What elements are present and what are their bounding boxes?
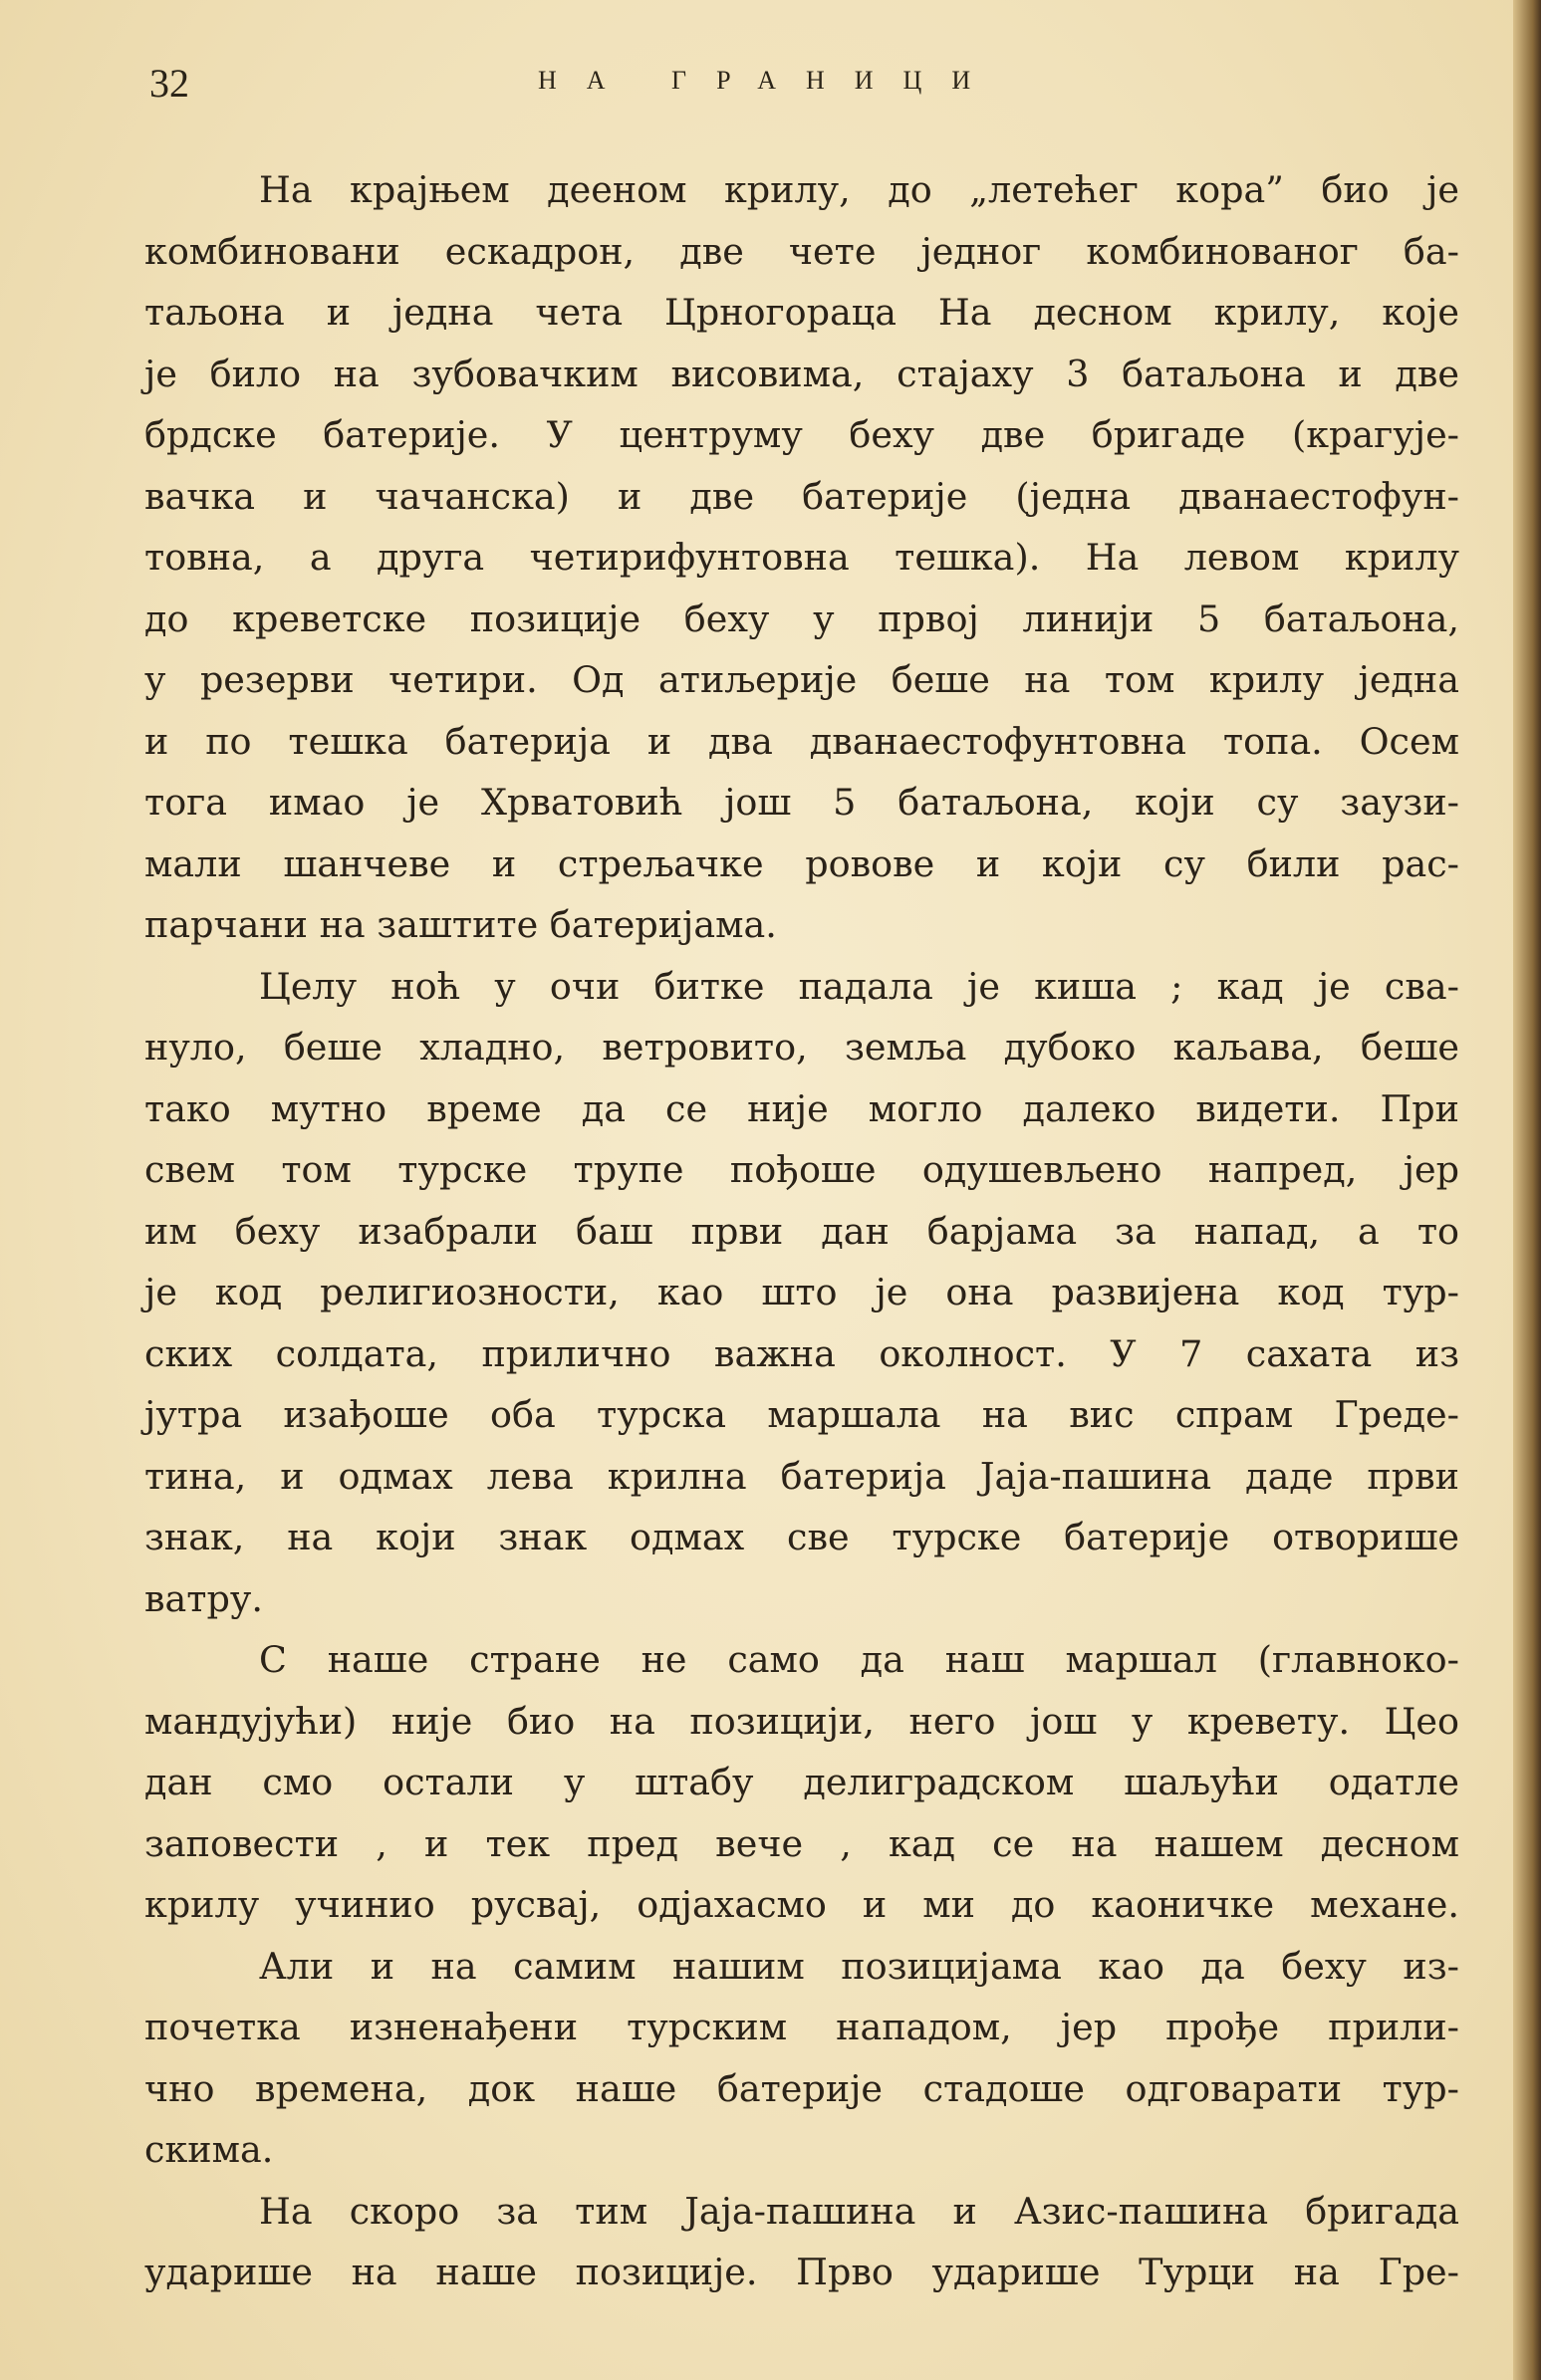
- text-line: ских солдата, прилично важна околност. У 7 сахата из: [144, 1331, 1459, 1375]
- text-line: је код религиозности, као што је она развијена код тур-: [144, 1271, 1459, 1313]
- text-line: дан смо остали у штабу делиградском шаљући одатле: [144, 1761, 1459, 1803]
- body-text: [144, 159, 1459, 2303]
- text-line: чно времена, док наше батерије стадоше одговарати тур-: [144, 2066, 1459, 2110]
- text-line: С наше стране не само да наш маршал (главноко-: [259, 1638, 1459, 1681]
- text-line: На крајњем дееном крилу, до „летећег кора” био је: [259, 168, 1459, 211]
- page-edge: [1513, 0, 1541, 2380]
- text-line: је било на зубовачким висовима, стајаху 3 батаљона и две: [144, 352, 1459, 395]
- text-line: јутра изађоше оба турска маршала на вис спрам Греде-: [144, 1393, 1459, 1436]
- text-line: На скоро за тим Јаја-пашина и Азис-пашина бригада: [259, 2189, 1459, 2233]
- text-line: и по тешка батерија и два дванаестофунтовна топа. Осем: [144, 719, 1459, 763]
- text-line: ударише на наше позиције. Прво ударише Турци на Гре-: [144, 2251, 1459, 2293]
- text-line: почетка изненађени турским нападом, јер прође прили-: [144, 2006, 1459, 2048]
- text-line: мали шанчеве и стрељачке ровове и који су били рас-: [144, 841, 1459, 885]
- text-line: ватру.: [144, 1576, 263, 1620]
- text-line: знак, на који знак одмах све турске батерије отворише: [144, 1516, 1459, 1558]
- text-line: тако мутно време да се није могло далеко видети. При: [144, 1086, 1459, 1130]
- text-line: скима.: [144, 2128, 274, 2171]
- text-line: брдске батерије. У центруму беху две бригаде (крагује-: [144, 413, 1459, 456]
- text-line: заповести , и тек пред вече , кад се на нашем десном: [144, 1821, 1459, 1865]
- text-line: мандујући) није био на позицији, него још у кревету. Цео: [144, 1699, 1459, 1743]
- text-line: крилу учинио русвај, одјахасмо и ми до каоничке механе.: [144, 1883, 1459, 1926]
- text-line: свем том турске трупе пођоше одушевљено напред, јер: [144, 1148, 1459, 1191]
- text-line: вачка и чачанска) и две батерије (једна дванаестофун-: [144, 474, 1459, 518]
- text-line: тина, и одмах лева крилна батерија Јаја-пашина даде први: [144, 1454, 1459, 1498]
- text-line: у резерви четири. Од атиљерије беше на том крилу једна: [144, 658, 1459, 701]
- text-line: им беху изабрали баш први дан барјама за напад, а то: [144, 1209, 1459, 1253]
- text-line: Целу ноћ у очи битке падала је киша ; кад је сва-: [259, 964, 1459, 1008]
- running-head: НА ГРАНИЦИ: [538, 66, 1001, 95]
- page-number: 32: [149, 61, 189, 106]
- text-line: до креветске позиције беху у првој линији 5 батаљона,: [144, 596, 1459, 640]
- text-line: таљона и једна чета Црногораца На десном крилу, које: [144, 291, 1459, 334]
- text-line: товна, а друга четирифунтовна тешка). На левом крилу: [144, 536, 1459, 579]
- text-line: тога имао је Хрватовић још 5 батаљона, који су заузи-: [144, 781, 1459, 824]
- text-line: нуло, беше хладно, ветровито, земља дубоко каљава, беше: [144, 1026, 1459, 1069]
- text-line: комбиновани ескадрон, две чете једног комбинованог ба-: [144, 229, 1459, 273]
- text-line: парчани на заштите батеријама.: [144, 903, 777, 946]
- text-line: Али и на самим нашим позицијама као да беху из-: [259, 1944, 1459, 1988]
